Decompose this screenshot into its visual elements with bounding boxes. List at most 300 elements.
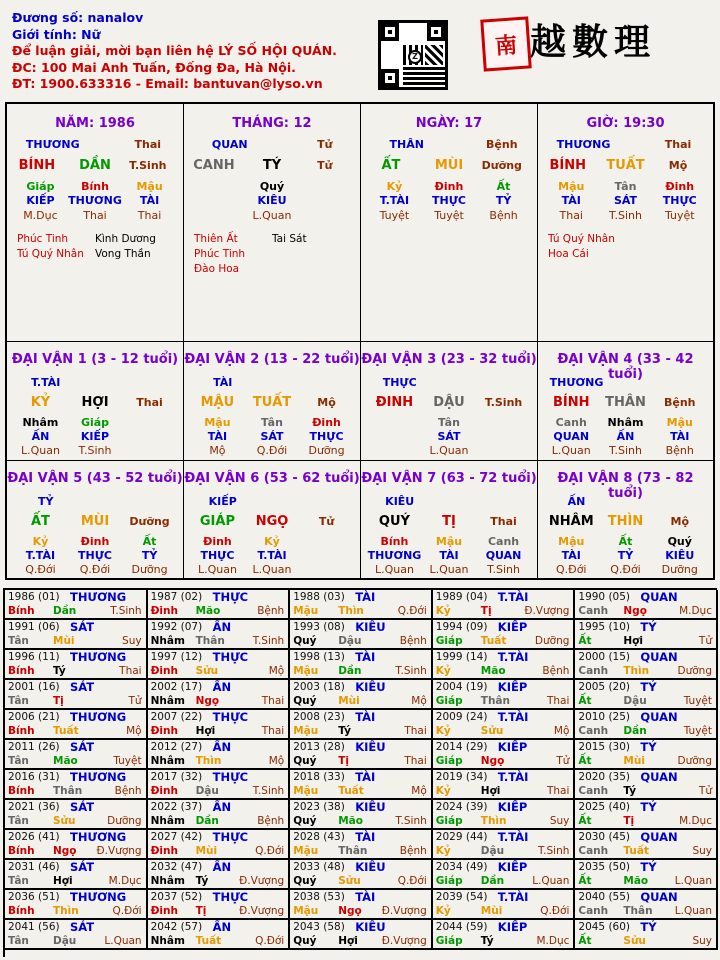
- year-cell[interactable]: [433, 860, 576, 890]
- year-cell[interactable]: [148, 860, 291, 890]
- luck-cell: [7, 461, 184, 580]
- year-cell[interactable]: [433, 920, 576, 950]
- hidden-god: TÀI: [139, 194, 160, 207]
- year-cell[interactable]: [5, 830, 148, 860]
- year-stem: Canh: [578, 785, 609, 797]
- year-branch: Sửu: [623, 935, 646, 947]
- year-state: Mộ: [411, 785, 427, 797]
- year-branch: Hợi: [338, 935, 358, 947]
- hidden-state: L.Quan: [429, 563, 469, 576]
- year-cell[interactable]: [433, 620, 576, 650]
- luck-stem: BÍNH: [552, 395, 590, 410]
- year-label: 2033 (48): [293, 861, 345, 873]
- year-cell[interactable]: [148, 590, 291, 620]
- luck-cell: [184, 461, 361, 580]
- pillar-stem: ẤT: [381, 158, 401, 173]
- luck-branch: TUẤT: [252, 395, 292, 410]
- year-label: 2009 (24): [435, 711, 488, 723]
- year-state: Dưỡng: [677, 665, 712, 677]
- year-label: 1990 (05): [578, 591, 631, 603]
- hidden-stem: Kỷ: [264, 535, 280, 548]
- year-state: Mộ: [268, 665, 285, 677]
- year-branch: Mão: [195, 605, 221, 617]
- year-cell[interactable]: [290, 680, 433, 710]
- seal-logo: 南: [480, 16, 532, 71]
- year-cell[interactable]: [575, 680, 718, 710]
- year-god: KIẾP: [497, 920, 528, 934]
- year-branch: Dậu: [480, 845, 505, 857]
- year-stem: Quý: [293, 695, 317, 707]
- year-stem: Kỷ: [435, 665, 451, 677]
- luck-title: ĐẠI VẬN 7 (63 - 72 tuổi): [361, 471, 537, 486]
- year-branch: Dậu: [338, 635, 362, 647]
- contact-phone-email[interactable]: ĐT: 1900.633316 - Email: bantuvan@lyso.vn: [12, 76, 323, 91]
- year-branch: Thìn: [623, 665, 650, 677]
- hidden-god: THƯƠNG: [68, 194, 122, 207]
- luck-stem: MẬU: [200, 395, 235, 410]
- year-stem: Ất: [578, 875, 592, 887]
- hidden-stem: Tân: [438, 416, 460, 429]
- hidden-state: T.Sinh: [609, 209, 642, 222]
- year-cell[interactable]: [433, 770, 576, 800]
- pillar-state: T.Sinh: [129, 159, 167, 172]
- luck-state: Mộ: [317, 396, 336, 409]
- year-label: 2032 (47): [150, 861, 203, 873]
- year-branch: Mùi: [53, 635, 75, 647]
- chart-grid: [5, 102, 715, 580]
- year-stem: Nhâm: [150, 875, 185, 887]
- year-label: 1994 (09): [435, 621, 488, 633]
- luck-title: ĐẠI VẬN 8 (73 - 82 tuổi): [557, 471, 694, 501]
- year-label: 1992 (07): [150, 621, 203, 633]
- pillar-god-state: Tử: [317, 138, 333, 151]
- year-branch: Dần: [338, 665, 362, 677]
- year-branch: Dậu: [53, 935, 77, 947]
- luck-stem: QUÝ: [378, 514, 410, 529]
- year-cell[interactable]: [575, 920, 718, 950]
- year-state: T.Sinh: [395, 815, 427, 827]
- year-stem: Mậu: [293, 605, 319, 617]
- year-cell[interactable]: [433, 710, 576, 740]
- year-god: T.TÀI: [497, 650, 529, 664]
- hidden-state: L.Quan: [429, 444, 469, 457]
- year-stem: Đinh: [150, 785, 178, 797]
- year-label: 2023 (38): [293, 801, 345, 813]
- year-stem: Quý: [293, 815, 317, 827]
- hidden-state: T.Sinh: [78, 444, 112, 457]
- luck-branch: THÌN: [607, 514, 644, 529]
- year-cell[interactable]: [290, 740, 433, 770]
- year-branch: Sửu: [53, 815, 76, 827]
- year-stem: Mậu: [293, 665, 319, 677]
- year-cell[interactable]: [290, 890, 433, 920]
- year-branch: Mão: [53, 755, 78, 767]
- contact-invite: Để luận giải, mời bạn liên hệ LÝ SỐ HỘI QUÁN.: [12, 43, 337, 58]
- year-state: Thai: [261, 725, 285, 737]
- luck-cell: [7, 342, 184, 461]
- hidden-state: Bệnh: [489, 209, 518, 222]
- hidden-god: THỰC: [432, 194, 466, 207]
- pillar-cell: [361, 104, 538, 342]
- year-god: TỶ: [640, 800, 657, 814]
- hidden-god: THỰC: [78, 549, 112, 562]
- year-cell[interactable]: [290, 920, 433, 950]
- luck-title: ĐẠI VẬN 5 (43 - 52 tuổi): [7, 471, 183, 486]
- year-god: KIẾP: [497, 680, 528, 694]
- year-stem: Nhâm: [150, 755, 185, 767]
- year-cell[interactable]: [575, 830, 718, 860]
- luck-stem: ĐINH: [375, 395, 414, 410]
- year-stem: Đinh: [150, 665, 178, 677]
- hidden-state: Q.Đới: [556, 563, 587, 576]
- year-cell[interactable]: [148, 740, 291, 770]
- year-state: T.Sinh: [110, 605, 142, 617]
- year-stem: Nhâm: [150, 935, 185, 947]
- year-label: 2019 (34): [435, 771, 488, 783]
- year-branch: Dậu: [195, 785, 219, 797]
- year-branch: Tý: [623, 785, 637, 797]
- hidden-stem: Đinh: [312, 416, 341, 429]
- year-label: 2035 (50): [578, 861, 631, 873]
- year-god: THỰC: [212, 590, 249, 604]
- year-branch: Thân: [623, 905, 653, 917]
- year-branch: Ngọ: [53, 845, 77, 857]
- star-item: Thiên Ất: [194, 233, 238, 245]
- year-god: KIÊU: [355, 620, 386, 634]
- year-branch: Mùi: [338, 695, 360, 707]
- year-label: 1986 (01): [8, 591, 60, 603]
- year-cell[interactable]: [148, 920, 291, 950]
- year-cell[interactable]: [575, 650, 718, 680]
- year-god: KIÊU: [355, 860, 386, 874]
- year-god: ẤN: [212, 920, 232, 934]
- year-cell[interactable]: [5, 800, 148, 830]
- year-cell[interactable]: [5, 770, 148, 800]
- year-god: QUAN: [640, 590, 678, 604]
- stars-right: [272, 232, 307, 247]
- year-label: 2036 (51): [8, 891, 60, 903]
- year-state: Bệnh: [114, 785, 142, 797]
- year-cell[interactable]: [575, 770, 718, 800]
- year-branch: Dậu: [623, 695, 647, 707]
- year-cell[interactable]: [290, 590, 433, 620]
- year-god: KIẾP: [497, 620, 528, 634]
- year-cell[interactable]: [290, 710, 433, 740]
- year-cell[interactable]: [290, 650, 433, 680]
- luck-branch: MÙI: [80, 514, 110, 529]
- hidden-god: SÁT: [613, 194, 638, 207]
- year-stem: Đinh: [150, 605, 178, 617]
- luck-branch: TỊ: [442, 514, 456, 529]
- year-god: TÀI: [355, 650, 376, 664]
- year-label: 2018 (33): [293, 771, 345, 783]
- year-branch: Ngọ: [195, 695, 220, 707]
- hidden-god: QUAN: [485, 549, 522, 562]
- year-state: Thai: [119, 665, 142, 677]
- year-label: 2001 (16): [8, 681, 60, 693]
- year-stem: Bính: [8, 725, 35, 737]
- star-item: Đào Hoa: [194, 263, 240, 275]
- hidden-stem: Mậu: [435, 535, 463, 548]
- year-state: Tử: [128, 695, 142, 707]
- hidden-god: QUAN: [553, 430, 590, 443]
- year-label: 2038 (53): [293, 891, 345, 903]
- contact-address: ĐC: 100 Mai Anh Tuấn, Đống Đa, Hà Nội.: [12, 59, 296, 75]
- year-stem: Canh: [578, 605, 609, 617]
- year-cell[interactable]: [290, 830, 433, 860]
- year-god: T.TÀI: [497, 770, 529, 784]
- year-stem: Kỷ: [435, 845, 451, 857]
- year-stem: Tân: [8, 635, 29, 647]
- hidden-god: THỰC: [309, 430, 344, 443]
- year-state: Q.Đới: [255, 845, 285, 857]
- year-label: 1995 (10): [578, 621, 631, 633]
- year-cell[interactable]: [433, 800, 576, 830]
- hidden-stem: Mậu: [204, 416, 231, 429]
- luck-title: ĐẠI VẬN 4 (33 - 42 tuổi): [557, 352, 694, 382]
- year-cell[interactable]: [575, 740, 718, 770]
- hidden-god: THỰC: [662, 194, 697, 207]
- year-label: 1993 (08): [293, 621, 345, 633]
- pillar-branch: TÝ: [262, 158, 282, 173]
- luck-god: KIÊU: [385, 495, 415, 508]
- luck-god: THỰC: [382, 376, 417, 389]
- year-state: Tử: [698, 785, 712, 797]
- year-cell[interactable]: [5, 890, 148, 920]
- year-cell[interactable]: [148, 770, 291, 800]
- qr-code[interactable]: [378, 20, 448, 90]
- hidden-state: Q.Đới: [25, 563, 56, 576]
- luck-state: Mộ: [670, 515, 690, 528]
- hidden-state: L.Quan: [20, 444, 60, 457]
- hidden-god: SÁT: [260, 430, 284, 443]
- year-state: Q.Đới: [397, 605, 427, 617]
- year-stem: Canh: [578, 905, 609, 917]
- year-label: 2025 (40): [578, 801, 631, 813]
- year-state: Suy: [549, 815, 570, 827]
- year-cell[interactable]: [5, 590, 148, 620]
- qr-center-label: Z: [408, 50, 422, 64]
- year-state: Mộ: [268, 755, 285, 767]
- year-state: Đ.Vượng: [381, 935, 427, 947]
- luck-branch: THÂN: [605, 395, 646, 410]
- year-branch: Dần: [623, 725, 647, 737]
- hidden-stem: Ất: [618, 535, 633, 548]
- year-stem: Đinh: [150, 725, 178, 737]
- hidden-state: Thai: [137, 209, 162, 222]
- year-state: Thai: [404, 725, 427, 737]
- hidden-state: Dưỡng: [131, 563, 168, 576]
- year-god: TÀI: [355, 830, 376, 844]
- hidden-state: T.Sinh: [609, 444, 642, 457]
- year-cell[interactable]: [5, 650, 148, 680]
- hidden-stem: Đinh: [203, 535, 232, 548]
- pillar-god: QUAN: [211, 138, 248, 151]
- year-label: 2028 (43): [293, 831, 345, 843]
- year-god: TÀI: [355, 770, 376, 784]
- hidden-stem: Đinh: [434, 180, 464, 193]
- year-label: 2026 (41): [8, 831, 60, 843]
- year-cell[interactable]: [148, 830, 291, 860]
- year-label: 2037 (52): [150, 891, 203, 903]
- year-cell[interactable]: [148, 650, 291, 680]
- year-cell[interactable]: [5, 740, 148, 770]
- year-stem: Kỷ: [435, 785, 451, 797]
- owner-info: [12, 10, 337, 93]
- year-cell[interactable]: [5, 680, 148, 710]
- year-god: ẤN: [212, 740, 232, 754]
- pillar-branch: DẦN: [79, 158, 111, 173]
- year-cell[interactable]: [290, 860, 433, 890]
- year-stem: Mậu: [293, 725, 319, 737]
- hidden-stem: Quý: [259, 180, 285, 193]
- year-stem: Nhâm: [150, 815, 185, 827]
- year-branch: Thìn: [195, 755, 222, 767]
- year-state: T.Sinh: [537, 845, 570, 857]
- year-state: Dưỡng: [107, 815, 142, 827]
- year-cell[interactable]: [433, 650, 576, 680]
- year-stem: Ất: [578, 935, 592, 947]
- hidden-state: Thai: [559, 209, 583, 222]
- year-cell[interactable]: [575, 890, 718, 920]
- hidden-stem: Tân: [614, 180, 637, 193]
- year-cell[interactable]: [433, 680, 576, 710]
- star-item: Hoa Cái: [548, 248, 589, 260]
- year-label: 2000 (15): [578, 651, 631, 663]
- year-god: KIÊU: [355, 740, 386, 754]
- hidden-state: Mộ: [209, 444, 226, 457]
- hidden-god: T.TÀI: [379, 194, 410, 207]
- luck-branch: NGỌ: [255, 514, 289, 529]
- year-god: SÁT: [70, 920, 95, 934]
- year-cell[interactable]: [433, 830, 576, 860]
- luck-branch: HỢI: [81, 395, 109, 410]
- year-stem: Canh: [578, 725, 609, 737]
- pillar-god-state: Thai: [134, 138, 162, 151]
- year-god: QUAN: [640, 890, 678, 904]
- year-cell[interactable]: [575, 620, 718, 650]
- year-branch: Tuất: [623, 845, 649, 857]
- year-cell[interactable]: [148, 800, 291, 830]
- luck-god: TỶ: [37, 495, 54, 508]
- hidden-state: L.Quan: [197, 563, 237, 576]
- year-stem: Canh: [578, 665, 609, 677]
- yearly-grid: [3, 588, 717, 957]
- year-cell[interactable]: [575, 800, 718, 830]
- year-stem: Mậu: [293, 905, 319, 917]
- year-god: QUAN: [640, 710, 678, 724]
- year-stem: Tân: [8, 875, 29, 887]
- year-label: 2040 (55): [578, 891, 631, 903]
- year-cell[interactable]: [148, 890, 291, 920]
- hidden-stem: Bính: [81, 180, 109, 193]
- pillar-branch: MÙI: [434, 158, 464, 173]
- year-cell[interactable]: [5, 620, 148, 650]
- year-god: SÁT: [70, 800, 95, 814]
- year-god: THỰC: [212, 710, 249, 724]
- luck-stem: KỶ: [30, 395, 51, 410]
- year-cell[interactable]: [5, 920, 148, 950]
- stars-left: [17, 232, 84, 262]
- hidden-stem: Giáp: [80, 416, 110, 429]
- luck-cell: [361, 461, 538, 580]
- year-cell[interactable]: [575, 590, 718, 620]
- year-state: Bệnh: [399, 635, 427, 647]
- year-branch: Tý: [338, 725, 351, 737]
- pillar-stem: BÍNH: [549, 158, 587, 173]
- year-label: 1987 (02): [150, 591, 203, 603]
- year-label: 2045 (60): [578, 921, 631, 933]
- year-cell[interactable]: [575, 860, 718, 890]
- year-stem: Tân: [8, 755, 29, 767]
- year-cell[interactable]: [290, 800, 433, 830]
- year-stem: Giáp: [435, 755, 463, 767]
- year-branch: Tuất: [195, 935, 222, 947]
- year-god: THƯƠNG: [70, 650, 127, 664]
- luck-title: ĐẠI VẬN 2 (13 - 22 tuổi): [184, 352, 360, 367]
- pillar-state: Tử: [317, 159, 333, 172]
- year-branch: Sửu: [338, 875, 361, 887]
- year-label: 2041 (56): [8, 921, 60, 933]
- year-label: 2021 (36): [8, 801, 60, 813]
- hidden-state: L.Quan: [252, 563, 292, 576]
- hidden-god: THƯƠNG: [367, 549, 422, 562]
- year-god: T.TÀI: [497, 830, 529, 844]
- year-state: L.Quan: [532, 875, 570, 887]
- year-label: 2011 (26): [8, 741, 60, 753]
- year-god: THỰC: [212, 830, 249, 844]
- year-cell[interactable]: [433, 890, 576, 920]
- luck-branch: DẬU: [433, 395, 465, 410]
- luck-state: Bệnh: [663, 396, 696, 409]
- year-stem: Nhâm: [150, 635, 185, 647]
- year-cell[interactable]: [5, 860, 148, 890]
- year-god: TÀI: [355, 890, 376, 904]
- year-stem: Mậu: [293, 785, 319, 797]
- year-stem: Kỷ: [435, 725, 451, 737]
- year-cell[interactable]: [575, 710, 718, 740]
- luck-state: Tử: [318, 515, 335, 528]
- hidden-god: TỶ: [141, 549, 158, 562]
- hidden-god: TÀI: [670, 430, 690, 443]
- year-cell[interactable]: [433, 740, 576, 770]
- star-item: Vong Thần: [95, 248, 151, 260]
- year-cell[interactable]: [5, 710, 148, 740]
- year-god: THỰC: [212, 890, 249, 904]
- year-state: Suy: [692, 935, 712, 947]
- year-cell[interactable]: [290, 770, 433, 800]
- star-item: Tú Quý Nhân: [17, 248, 84, 260]
- year-label: 2013 (28): [293, 741, 345, 753]
- year-label: 2010 (25): [578, 711, 631, 723]
- year-state: Mộ: [126, 725, 142, 737]
- hidden-stem: Canh: [555, 416, 587, 429]
- year-cell[interactable]: [148, 620, 291, 650]
- year-label: 2039 (54): [435, 891, 488, 903]
- year-cell[interactable]: [148, 680, 291, 710]
- year-cell[interactable]: [148, 710, 291, 740]
- year-stem: Giáp: [435, 635, 463, 647]
- pillar-title: NGÀY: 17: [415, 116, 483, 131]
- year-branch: Tị: [338, 755, 349, 767]
- year-cell[interactable]: [433, 590, 576, 620]
- hidden-state: L.Quan: [374, 563, 414, 576]
- year-label: 2031 (46): [8, 861, 60, 873]
- year-cell[interactable]: [290, 620, 433, 650]
- year-stem: Bính: [8, 905, 35, 917]
- year-state: Bệnh: [257, 605, 285, 617]
- year-god: T.TÀI: [497, 590, 529, 604]
